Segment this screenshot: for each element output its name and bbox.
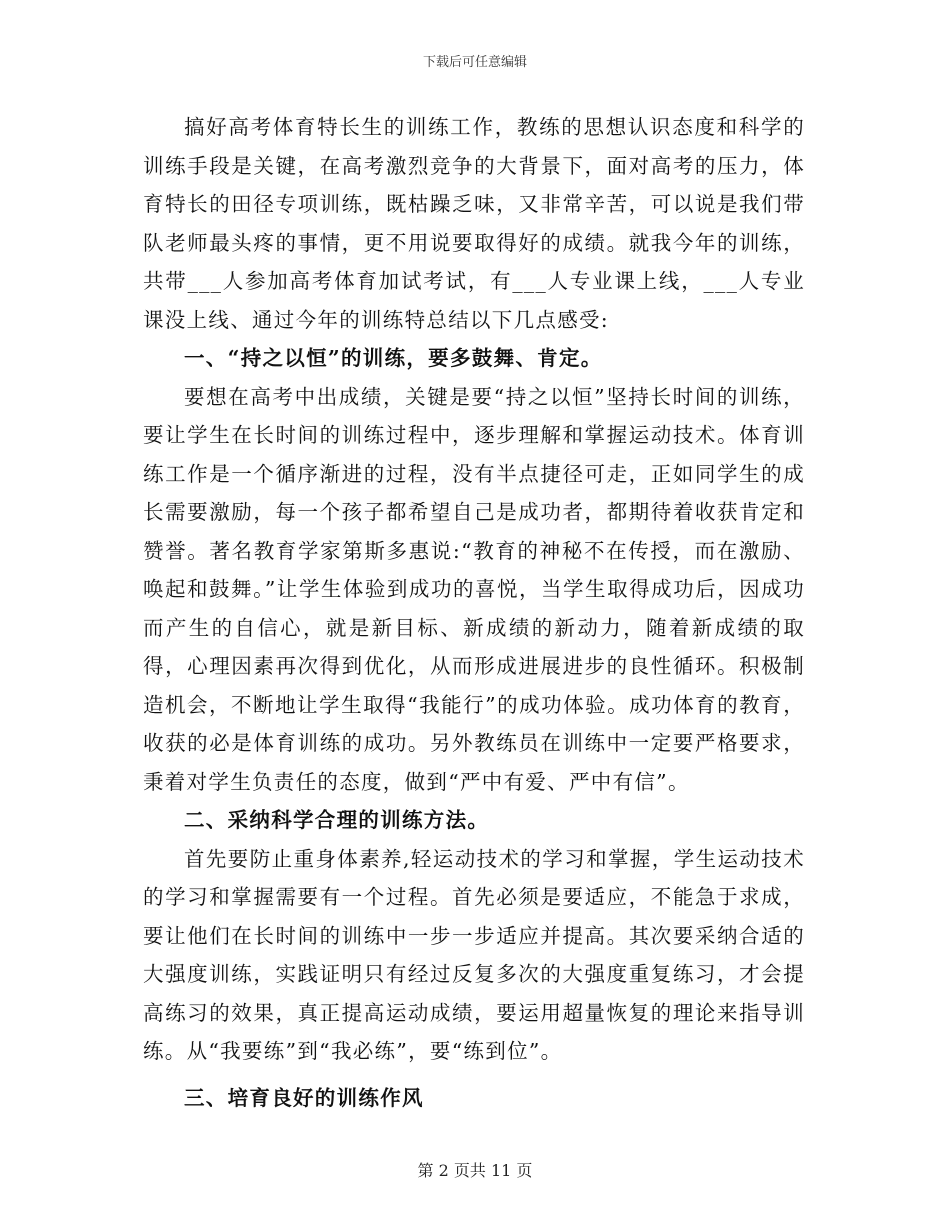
section-1-paragraph: 要想在高考中出成绩，关键是要“持之以恒”坚持长时间的训练，要让学生在长时间的训练过程中，逐步理解和掌握运动技术。体育训练工作是一个循序渐进的过程，没有半点捷径可走，正如同学生的成长需要激励，每一个孩子都希望自己是成功者，都期待着收获肯定和赞誉。著名教育学家第斯多惠说:“教育的神秘不在传授，而在激励、唤起和鼓舞。”让学生体验到成功的喜悦，当学生取得成功后，因成功而产生的自信心，就是新目标、新成绩的新动力，随着新成绩的取得，心理因素再次得到优化，从而形成进展进步的良性循环。积极制造机会，不断地让学生取得“我能行”的成功体验。成功体育的教育，收获的必是体育训练的成功。另外教练员在训练中一定要严格要求，秉着对学生负责任的态度，做到“严中有爱、严中有信”。 [143,384,805,794]
document-body [143,108,805,1117]
page-header: 下载后可任意编辑 [422,55,527,70]
intro-paragraph: 搞好高考体育特长生的训练工作，教练的思想认识态度和科学的训练手段是关键，在高考激烈竞争的大背景下，面对高考的压力，体育特长的田径专项训练，既枯躁乏味，又非常辛苦，可以说是我们带队老师最头疼的事情，更不用说要取得好的成绩。就我今年的训练，共带___人参加高考体育加试考试，有___人专业课上线，___人专业课没上线、通过今年的训练特总结以下几点感受: [143,115,805,332]
section-heading-1: 一、“持之以恒”的训练，要多鼓舞、肯定。 [184,346,603,370]
section-heading-2: 二、采纳科学合理的训练方法。 [184,808,490,832]
section-heading-3: 三、培育良好的训练作风 [184,1085,424,1110]
section-2-paragraph: 首先要防止重身体素养,轻运动技术的学习和掌握，学生运动技术的学习和掌握需要有一个过程。首先必须是要适应，不能急于求成，要让他们在长时间的训练中一步一步适应并提高。其次要采纳合适的大强度训练，实践证明只有经过反复多次的大强度重复练习，才会提高练习的效果，真正提高运动成绩，要运用超量恢复的理论来指导训练。从“我要练”到“我必练”，要“练到位”。 [143,846,805,1063]
page-footer: 第 2 页共 11 页 [417,1161,533,1180]
spacer [143,1071,805,1079]
